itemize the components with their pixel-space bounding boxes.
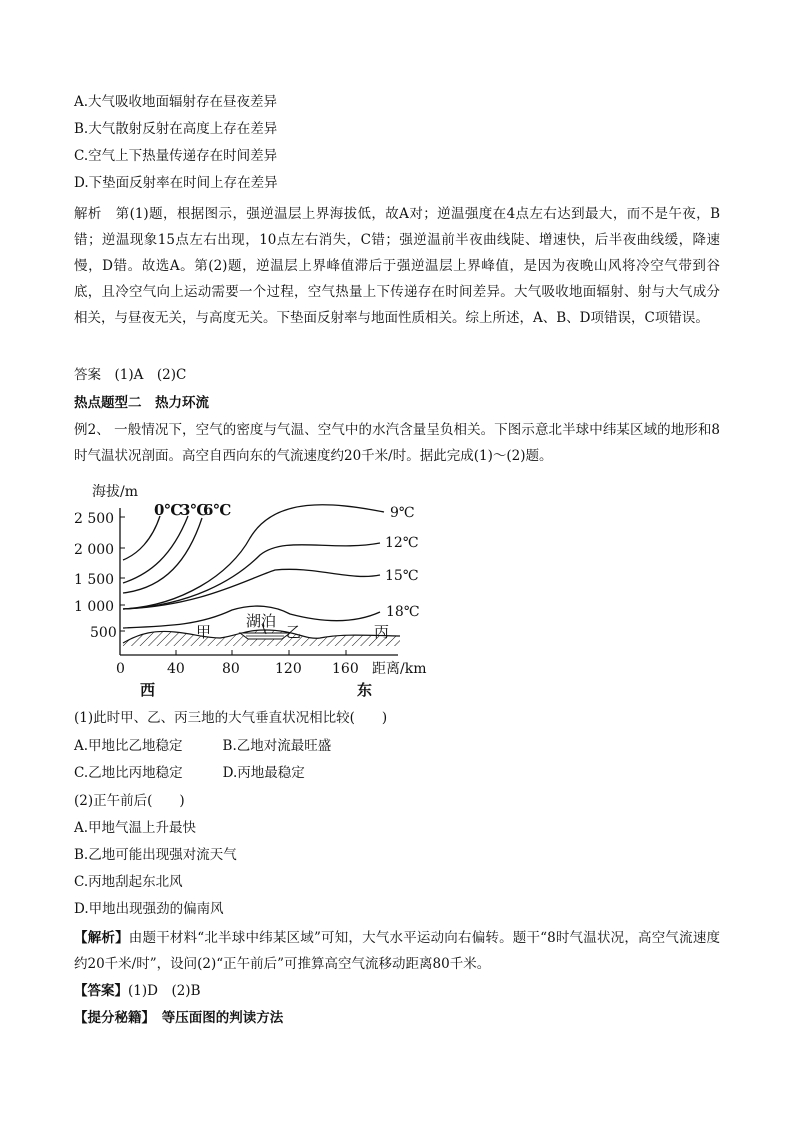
analysis-2-text: 由题干材料“北半球中纬某区域”可知，大气水平运动向右偏转。题干“8时气温状况，高空气流速度约20千米/时”，设问(2)“正午前后”可推算高空气流移动距离80千米。 (74, 930, 721, 972)
analysis-2-paragraph (74, 925, 720, 977)
isotherm-label-6c: 6℃ (203, 501, 232, 519)
isotherm-label-18c: 18℃ (386, 604, 420, 620)
y-tick-500: 500 (90, 625, 117, 641)
analysis-paragraph: 解析 第(1)题，根据图示，强逆温层上界海拔低，故A对；逆温强度在4点左右达到最大，而不是午夜，B错；逆温现象15点左右出现，10点左右消失，C错；强逆温前半夜曲线陡、增速快，后半夜曲线缓，降速慢，D错。故选A。第(2)题，逆温层上界峰值滞后于强逆温层上界峰值，是因为夜晚山风将冷空气带到谷底，且冷空气向上运动需要一个过程，空气热量上下传递存在时间差异。大气吸收地面辐射、射与大气成分相关，与昼夜无关，与高度无关。下垫面反射率与地面性质相关。综上所述，A、B、D项错误，C项错误。 (74, 206, 720, 326)
y-tick-1500: 1 500 (74, 572, 115, 588)
answer-line: 答案 (1)A (2)C (74, 367, 187, 383)
question-1-options-row-1 (74, 740, 331, 754)
isotherm-6c (123, 518, 202, 593)
east-label: 东 (357, 681, 373, 699)
west-label: 西 (140, 681, 156, 699)
x-tick-40: 40 (167, 661, 185, 677)
q2-option-c: C.丙地刮起东北风 (74, 874, 183, 890)
q2-option-a: A.甲地气温上升最快 (74, 820, 197, 836)
isotherm-label-3c: 3℃ (180, 501, 209, 519)
q1-option-d: D.丙地最稳定 (222, 765, 305, 781)
x-tick-0: 0 (116, 661, 125, 677)
option-a: A.大气吸收地面辐射存在昼夜差异 (74, 94, 278, 110)
y-tick-1000: 1 000 (74, 599, 115, 615)
place-jia: 甲 (196, 623, 212, 641)
example-paragraph: 例2、 一般情况下，空气的密度与气温、空气中的水汽含量呈负相关。下图示意北半球中纬某区域的地形和8时气温状况剖面。高空自西向东的气流速度约20千米/时。据此完成(1)～(2)题。 (74, 422, 720, 464)
section-title: 热点题型二 热力环流 (74, 395, 209, 411)
q2-option-d: D.甲地出现强劲的偏南风 (74, 901, 224, 917)
y-axis-label: 海拔/m (92, 484, 138, 500)
answer-2-text: (1)D (2)B (128, 983, 201, 999)
analysis-2-label: 【解析】 (74, 930, 129, 946)
isotherm-label-15c: 15℃ (385, 568, 419, 584)
place-bing: 丙 (374, 623, 390, 641)
isotherm-12c (123, 543, 380, 609)
tip-heading: 【提分秘籍】 等压面图的判读方法 (74, 1010, 284, 1026)
x-tick-120: 120 (275, 661, 302, 677)
y-ticks (120, 517, 125, 631)
isotherm-profile-figure (70, 478, 470, 700)
x-axis-label: 距离/km (372, 661, 427, 677)
x-tick-160: 160 (332, 661, 359, 677)
option-d: D.下垫面反射率在时间上存在差异 (74, 175, 278, 191)
lake-label: 湖泊 (246, 612, 277, 630)
question-1-stem: (1)此时甲、乙、丙三地的大气垂直状况相比较( ) (74, 710, 388, 726)
option-b: B.大气散射反射在高度上存在差异 (74, 121, 278, 137)
isotherm-9c (123, 505, 384, 609)
question-1-options-row-2 (74, 767, 305, 781)
isotherm-label-9c: 9℃ (390, 505, 415, 521)
answer-2-line (74, 985, 201, 999)
y-tick-2500: 2 500 (74, 511, 115, 527)
q1-option-b: B.乙地对流最旺盛 (222, 738, 332, 754)
isotherm-label-0c: 0℃ (154, 501, 183, 519)
q2-option-b: B.乙地可能出现强对流天气 (74, 847, 237, 863)
x-tick-80: 80 (222, 661, 240, 677)
place-yi: 乙 (286, 623, 302, 641)
isotherm-label-12c: 12℃ (385, 535, 419, 551)
q1-option-c: C.乙地比丙地稳定 (74, 765, 183, 781)
isotherm-0c (123, 516, 160, 560)
option-c: C.空气上下热量传递存在时间差异 (74, 148, 278, 164)
x-tick-marks (176, 650, 346, 655)
q1-option-a: A.甲地比乙地稳定 (74, 738, 183, 754)
question-2-stem: (2)正午前后( ) (74, 793, 185, 809)
y-tick-2000: 2 000 (74, 542, 115, 558)
answer-2-label: 【答案】 (74, 983, 128, 999)
